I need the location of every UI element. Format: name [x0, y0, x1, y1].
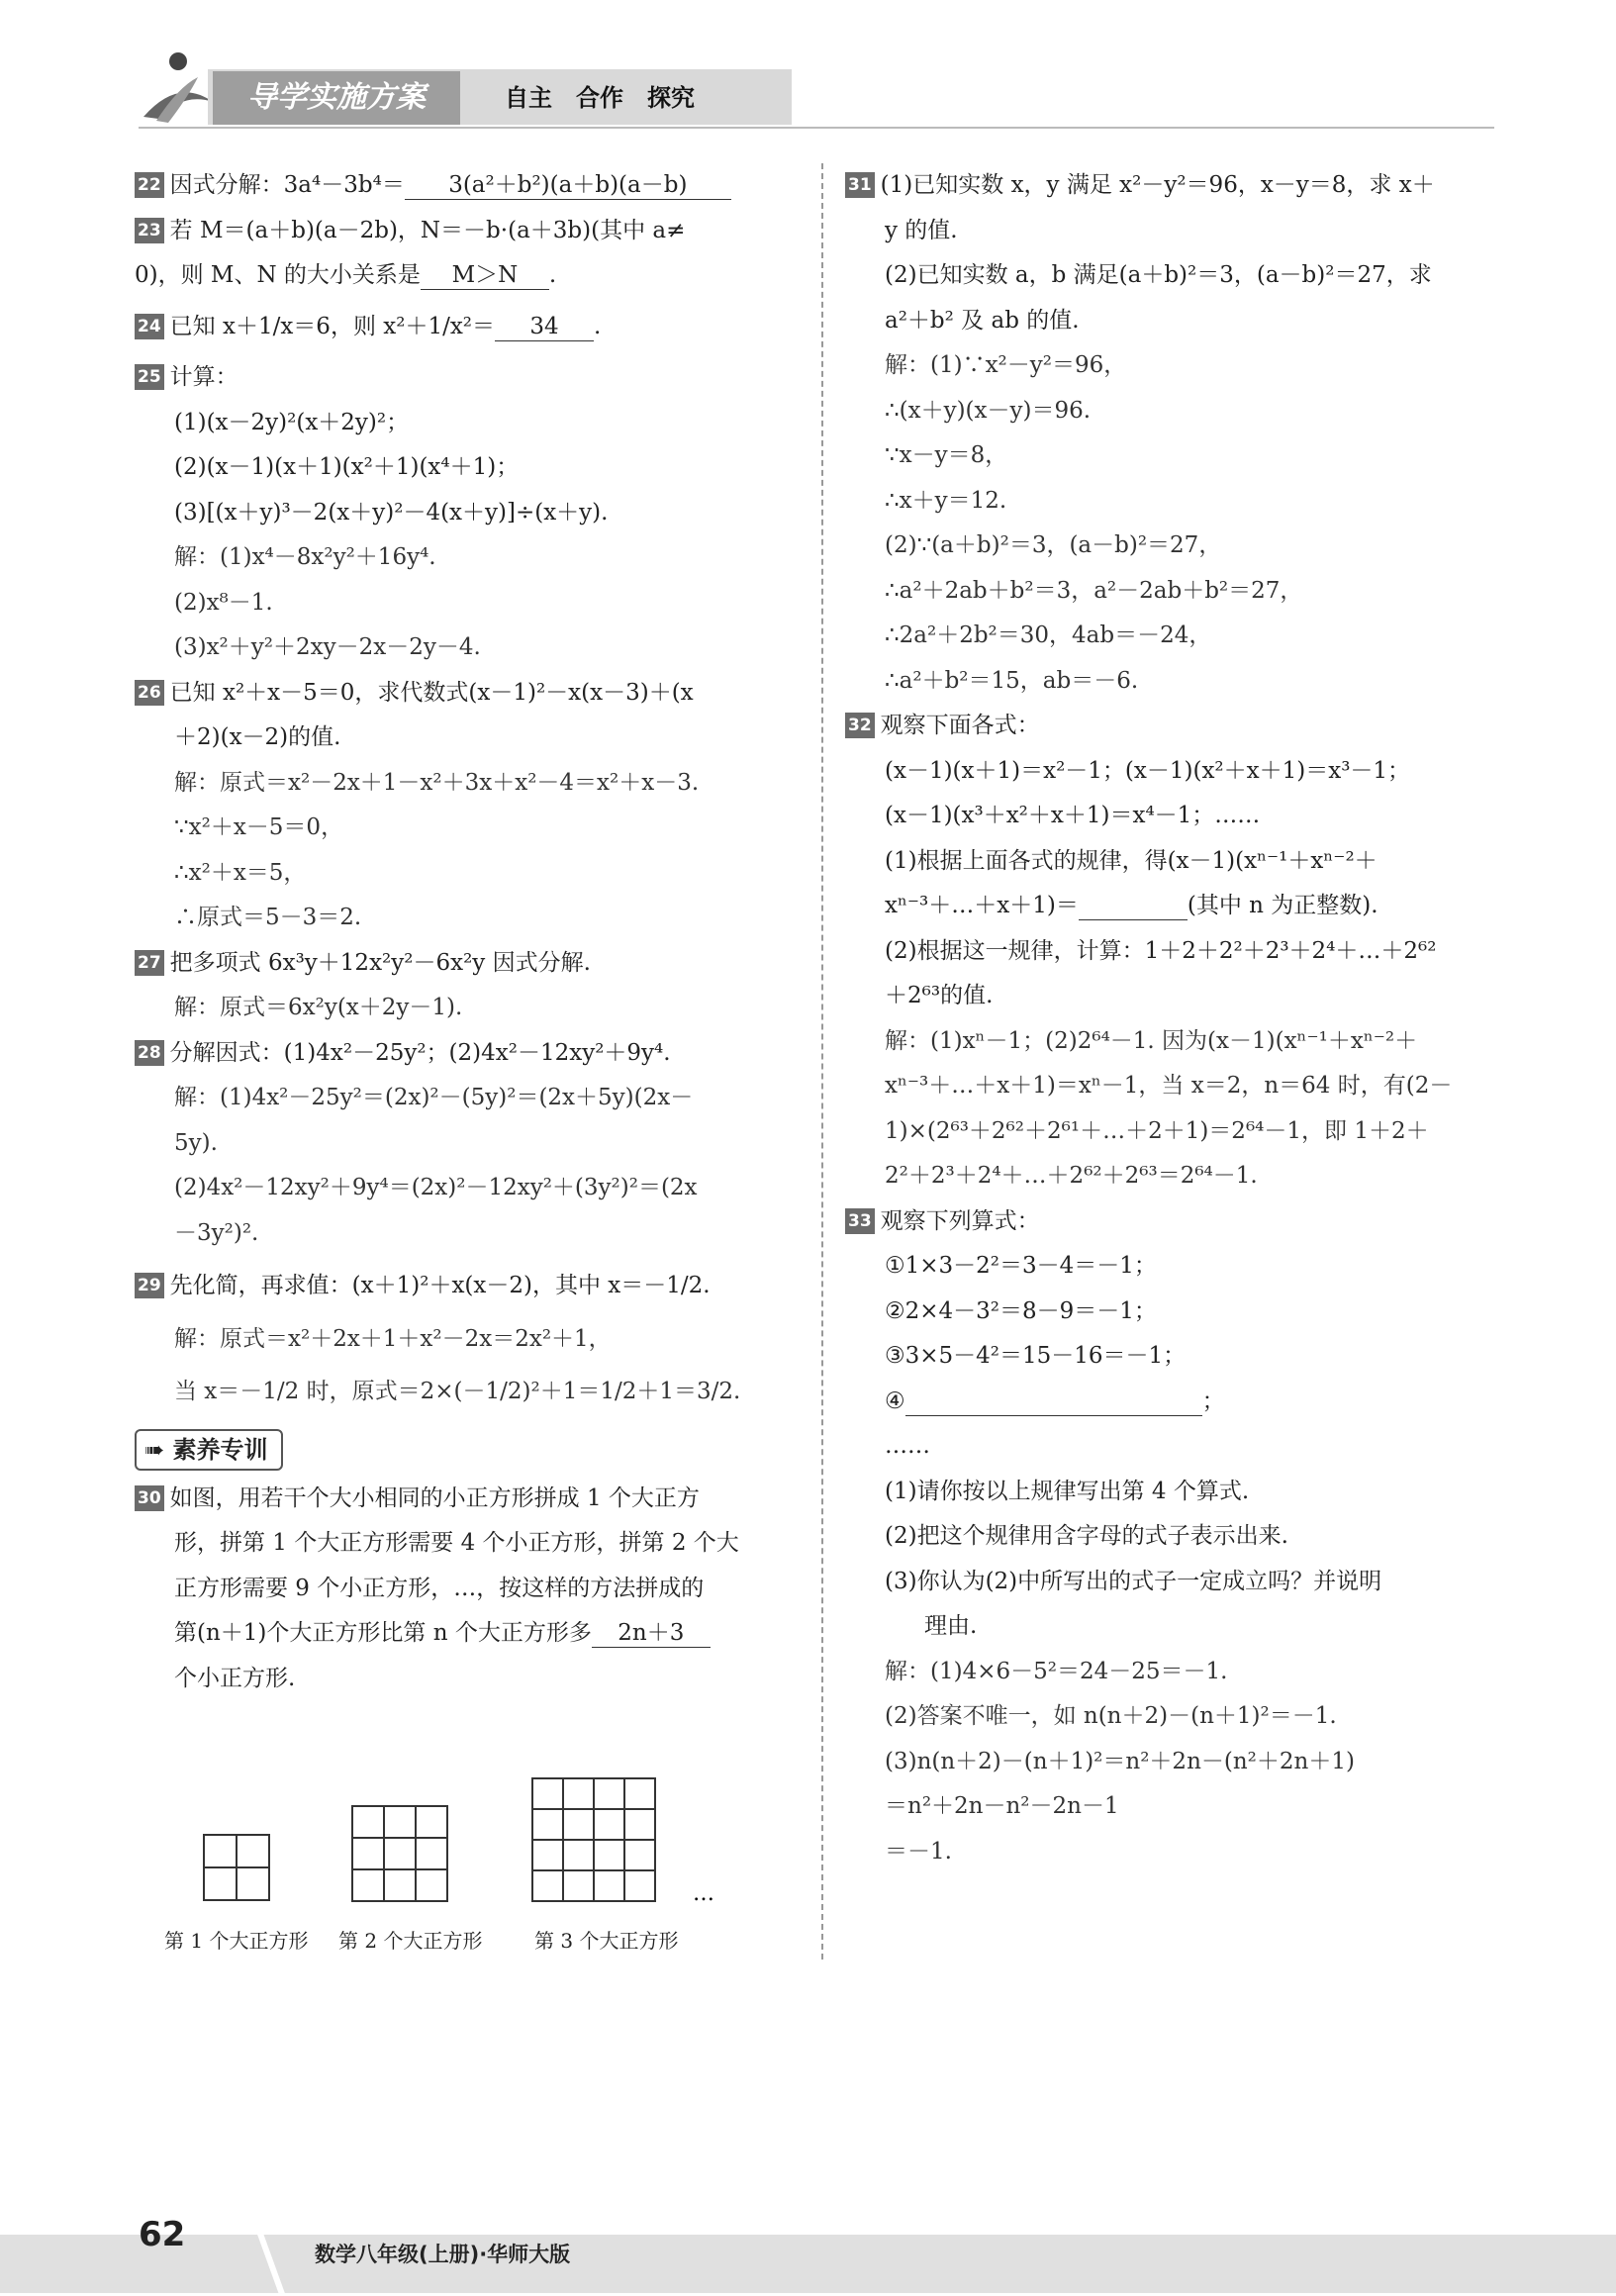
- question-number: 22: [135, 172, 164, 198]
- column-divider: [821, 163, 823, 1960]
- figure-ellipsis: …: [693, 1881, 714, 1906]
- question-number: 29: [135, 1273, 164, 1298]
- question-23: 23 若 M＝(a＋b)(a－2b)，N＝－b·(a＋3b)(其中 a≠ 0)，则 M、N 的大小关系是 M＞N .: [135, 217, 686, 288]
- large-square-3: [532, 1778, 655, 1901]
- question-number: 26: [135, 680, 164, 706]
- section-heading: ➠ 素养专训: [135, 1429, 283, 1471]
- left-column: [135, 163, 804, 1701]
- question-26: 26 已知 x²＋x－5＝0，求代数式(x－1)²－x(x－3)＋(x ＋2)(x－2)的值. 解：原式＝x²－2x＋1－x²＋3x＋x²－4＝x²＋x－3. ∵x²＋x－5＝0， ∴x²＋x＝5， ∴原式＝5－3＝2.: [135, 671, 804, 941]
- page-number: 62: [139, 2215, 186, 2254]
- large-square-2: [352, 1806, 447, 1901]
- question-27: 27 把多项式 6x³y＋12x²y²－6x²y 因式分解. 解：原式＝6x²y(x＋2y－1).: [135, 941, 804, 1031]
- question-31: 31 (1)已知实数 x，y 满足 x²－y²＝96，x－y＝8，求 x＋ y 的值. (2)已知实数 a，b 满足(a＋b)²＝3，(a－b)²＝27，求 a²＋b² 及 ab 的值. 解：(1)∵x²－y²＝96， ∴(x＋y)(x－y)＝96. ∵x－y＝8， ∴x＋y＝12. (2)∵(a＋b)²＝3，(a－b)²＝27， ∴a²＋2ab＋b²＝3，a²－2ab＋b²＝27， ∴2a²＋2b²＝30，4ab＝－24， ∴a²＋b²＝15，ab＝－6.: [845, 163, 1498, 704]
- book-title: 数学八年级(上册)·华师大版: [315, 2243, 571, 2266]
- header-subtitle: 自主 合作 探究: [505, 84, 695, 112]
- question-22: 22 因式分解：3a⁴－3b⁴＝ 3(a²＋b²)(a＋b)(a－b): [135, 163, 804, 209]
- caption-2: 第 2 个大正方形: [338, 1929, 483, 1953]
- caption-1: 第 1 个大正方形: [164, 1929, 309, 1953]
- right-column: [845, 163, 1498, 1874]
- squares-figure-graphic: [158, 1767, 752, 1925]
- header-rule: [139, 127, 1494, 129]
- caption-3: 第 3 个大正方形: [534, 1929, 679, 1953]
- squares-figure: [158, 1767, 752, 1964]
- question-24: 24 已知 x＋1/x＝6，则 x²＋1/x²＝ 34 .: [135, 305, 804, 350]
- answer-blank: [1079, 892, 1188, 920]
- question-number: 27: [135, 950, 164, 976]
- question-32: 32 观察下面各式： (x－1)(x＋1)＝x²－1；(x－1)(x²＋x＋1)＝x³－1； (x－1)(x³＋x²＋x＋1)＝x⁴－1；…… (1)根据上面各式的规律，得(x－1)(xⁿ⁻¹＋xⁿ⁻²＋ xⁿ⁻³＋…＋x＋1)＝ (其中 n 为正整数). (2)根据这一规律，计算：1＋2＋2²＋2³＋2⁴＋…＋2⁶² ＋2⁶³的值. 解：(1)xⁿ－1；(2)2⁶⁴－1. 因为(x－1)(xⁿ⁻¹＋xⁿ⁻²＋ xⁿ⁻³＋…＋x＋1)＝xⁿ－1，当 x＝2，n＝64 时，有(2－ 1)×(2⁶³＋2⁶²＋2⁶¹＋…＋2＋1)＝2⁶⁴－1，即 1＋2＋ 2²＋2³＋2⁴＋…＋2⁶²＋2⁶³＝2⁶⁴－1.: [845, 704, 1498, 1199]
- question-number: 28: [135, 1040, 164, 1066]
- question-number: 32: [845, 713, 875, 738]
- answer-blank: 2n＋3: [592, 1619, 711, 1648]
- question-number: 23: [135, 218, 164, 243]
- question-29: 29 先化简，再求值：(x＋1)²＋x(x－2)，其中 x＝－1/2. 解：原式＝x²＋2x＋1＋x²－2x＝2x²＋1， 当 x＝－1/2 时，原式＝2×(－1/2)²＋1＝1/2＋1＝3/2.: [135, 1264, 804, 1415]
- answer-blank: 34: [495, 313, 594, 341]
- header-title: 导学实施方案: [213, 71, 460, 125]
- question-number: 30: [135, 1485, 164, 1511]
- question-number: 31: [845, 172, 875, 198]
- question-number: 25: [135, 364, 164, 390]
- footer-band: [0, 2235, 1616, 2293]
- large-square-1: [204, 1835, 269, 1900]
- answer-blank: 3(a²＋b²)(a＋b)(a－b): [405, 171, 731, 200]
- question-30: 30 如图，用若干个大小相同的小正方形拼成 1 个大正方 形，拼第 1 个大正方形需要 4 个小正方形，拼第 2 个大 正方形需要 9 个小正方形，…，按这样的方法拼成的 第(n＋1)个大正方形比第 n 个大正方形多 2n＋3 个小正方形.: [135, 1477, 804, 1702]
- question-28: 28 分解因式：(1)4x²－25y²；(2)4x²－12xy²＋9y⁴. 解：(1)4x²－25y²＝(2x)²－(5y)²＝(2x＋5y)(2x－ 5y). (2)4x²－12xy²＋9y⁴＝(2x)²－12xy²＋(3y²)²＝(2x －3y²)².: [135, 1031, 804, 1257]
- question-33: 33 观察下列算式： ①1×3－2²＝3－4＝－1； ②2×4－3²＝8－9＝－1； ③3×5－4²＝15－16＝－1； ④ ； …… (1)请你按以上规律写出第 4 个算式. (2)把这个规律用含字母的式子表示出来. (3)你认为(2)中所写出的式子一定成立吗？并说明 理由. 解：(1)4×6－5²＝24－25＝－1. (2)答案不唯一，如 n(n＋2)－(n＋1)²＝－1. (3)n(n＋2)－(n＋1)²＝n²＋2n－(n²＋2n＋1) ＝n²＋2n－n²－2n－1 ＝－1.: [845, 1199, 1498, 1875]
- footer-slash-decoration: [247, 2207, 287, 2296]
- question-number: 24: [135, 314, 164, 339]
- answer-blank: M＞N: [421, 261, 549, 290]
- answer-blank: [905, 1387, 1202, 1416]
- question-25: 25 计算： (1)(x－2y)²(x＋2y)²； (2)(x－1)(x＋1)(x²＋1)(x⁴＋1)； (3)[(x＋y)³－2(x＋y)²－4(x＋y)]÷(x＋y). 解：(1)x⁴－8x²y²＋16y⁴. (2)x⁸－1. (3)x²＋y²＋2xy－2x－2y－4.: [135, 355, 804, 671]
- page-header: [0, 0, 1616, 129]
- question-number: 33: [845, 1208, 875, 1234]
- book-logo-icon: [139, 48, 218, 127]
